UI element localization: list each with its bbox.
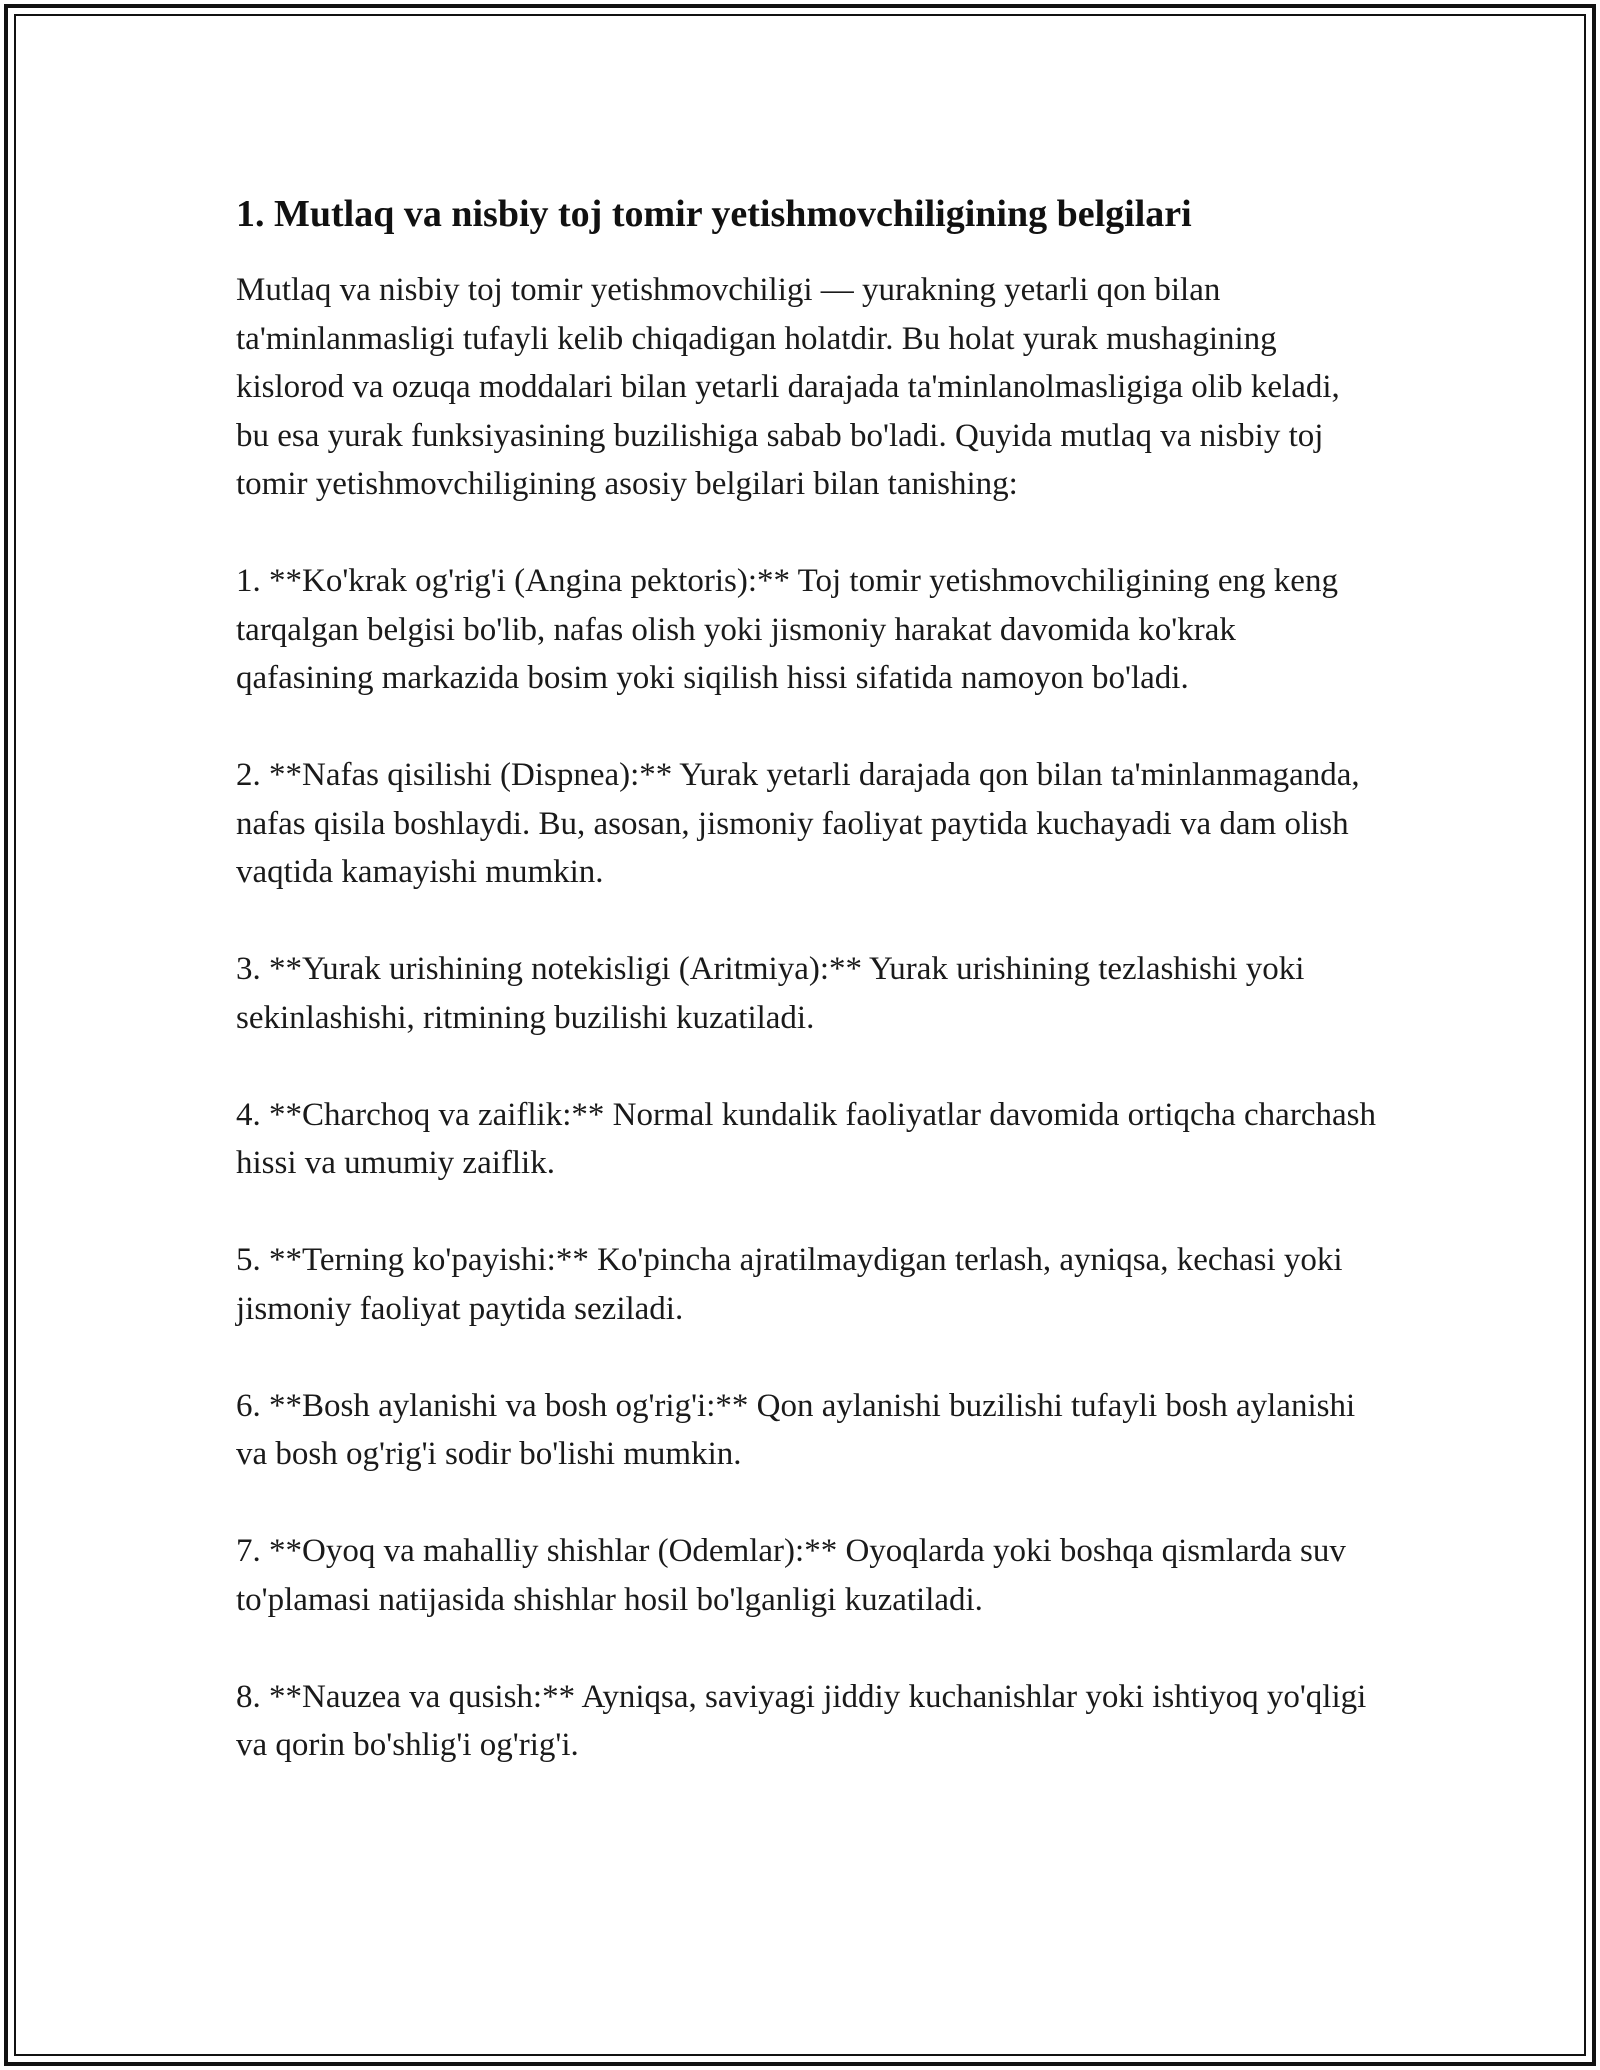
intro-paragraph: Mutlaq va nisbiy toj tomir yetishmovchiligi — yurakning yetarli qon bilan ta'minlanmasligi tufayli kelib chiqadigan holatdir. Bu holat yurak mushagining kislorod va ozuqa moddalari bilan yetarli darajada ta'minlanolmasligiga olib keladi, bu esa yurak funksiyasining buzilishiga sabab bo'ladi. Quyida mutlaq va nisbiy toj tomir yetishmovchiligining asosiy belgilari bilan tanishing: — [236, 272, 1340, 502]
list-item-6: 6. **Bosh aylanishi va bosh og'rig'i:** Qon aylanishi buzilishi tufayli bosh aylanishi va bosh og'rig'i sodir bo'lishi mumkin. — [236, 1387, 1356, 1472]
list-item-7: 7. **Oyoq va mahalliy shishlar (Odemlar):** Oyoqlarda yoki boshqa qismlarda suv to'plamasi natijasida shishlar hosil bo'lganligi kuzatiladi. — [236, 1533, 1346, 1618]
list-item-3: 3. **Yurak urishining notekisligi (Aritmiya):** Yurak urishining tezlashishi yoki sekinlashishi, ritmining buzilishi kuzatiladi. — [236, 951, 1305, 1036]
list-item-5: 5. **Terning ko'payishi:** Ko'pincha ajratilmaydigan terlash, ayniqsa, kechasi yoki jismoniy faoliyat paytida seziladi. — [236, 1242, 1343, 1327]
list-item-8: 8. **Nauzea va qusish:** Ayniqsa, saviyagi jiddiy kuchanishlar yoki ishtiyoq yo'qligi va qorin bo'shlig'i og'rig'i. — [236, 1678, 1367, 1763]
list-item-2: 2. **Nafas qisilishi (Dispnea):** Yurak yetarli darajada qon bilan ta'minlanmaganda, nafas qisila boshlaydi. Bu, asosan, jismoniy faoliyat paytida kuchayadi va dam olish vaqtida kamayishi mumkin. — [236, 757, 1360, 890]
list-item-4: 4. **Charchoq va zaiflik:** Normal kundalik faoliyatlar davomida ortiqcha charchash hissi va umumiy zaiflik. — [236, 1096, 1376, 1181]
list-item-1: 1. **Ko'krak og'rig'i (Angina pektoris):** Toj tomir yetishmovchiligining eng keng tarqalgan belgisi bo'lib, nafas olish yoki jismoniy harakat davomida ko'krak qafasining markazida bosim yoki siqilish hissi sifatida namoyon bo'ladi. — [236, 563, 1338, 696]
document-heading: 1. Mutlaq va nisbiy toj tomir yetishmovchiligining belgilari — [236, 193, 1192, 235]
document-body — [236, 184, 1376, 1770]
